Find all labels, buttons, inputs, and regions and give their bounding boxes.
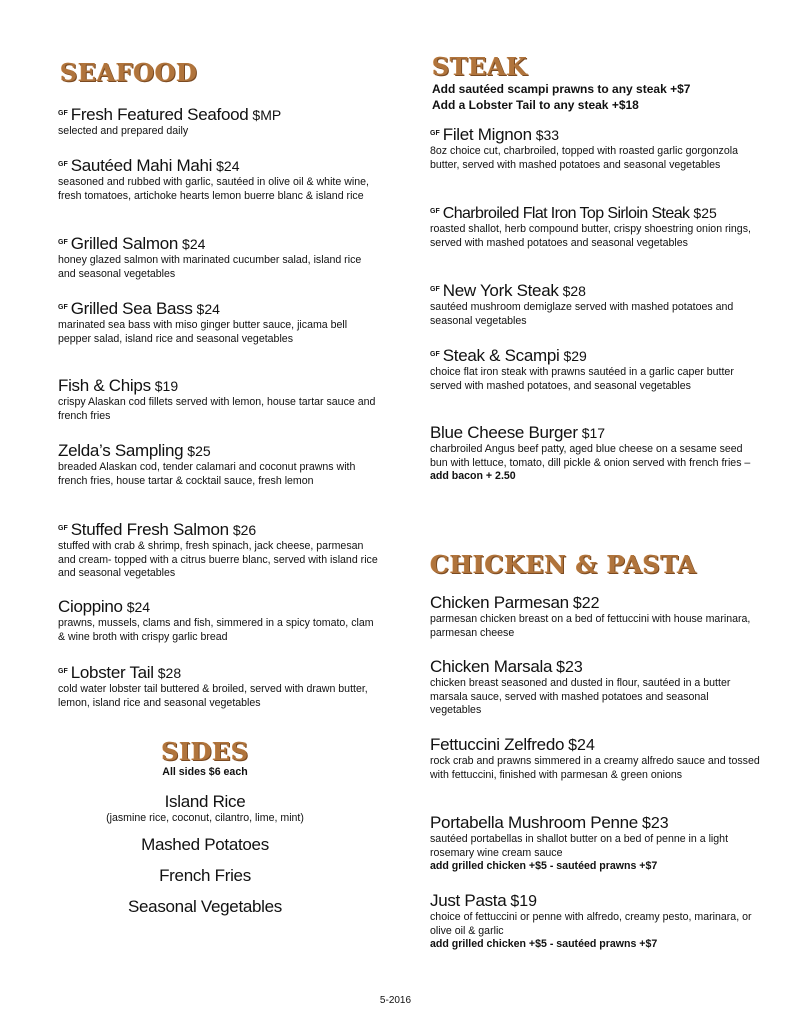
- print-date: 5-2016: [379, 995, 412, 1006]
- menu-item: [58, 104, 378, 139]
- gluten-free-mark: GF: [58, 525, 68, 532]
- seafood-heading: SEAFOOD: [60, 58, 198, 87]
- item-price: $24: [182, 236, 206, 252]
- item-description: stuffed with crab & shrimp, fresh spinach, jack cheese, parmesan and cream- topped with a citrus buerre blanc, served with island rice and seasonal vegetables: [58, 540, 378, 579]
- sides-note: All sides $6 each: [162, 766, 248, 778]
- menu-item: [430, 280, 760, 328]
- item-price: $MP: [252, 107, 282, 123]
- menu-item: [430, 813, 760, 874]
- item-name: Lobster Tail: [70, 663, 154, 682]
- item-addon: add grilled chicken +$5 - sautéed prawns +$7: [430, 860, 658, 872]
- gluten-free-mark: GF: [430, 286, 440, 293]
- steak-promo: Add a Lobster Tail to any steak +$18: [432, 98, 639, 112]
- item-name: Cioppino: [58, 597, 123, 616]
- menu-item: [430, 657, 760, 718]
- item-price: $17: [581, 425, 606, 441]
- side-item: Seasonal Vegetables: [127, 897, 283, 916]
- side-item: French Fries: [159, 866, 251, 885]
- menu-item: [58, 597, 378, 644]
- menu-item: [58, 298, 378, 346]
- item-description: roasted shallot, herb compound butter, crispy shoestring onion rings, served with mashed potatoes and seasonal vegetables: [430, 223, 751, 249]
- item-price: $25: [693, 205, 717, 221]
- item-price: $26: [232, 522, 257, 538]
- item-description: charbroiled Angus beef patty, aged blue cheese on a sesame seed bun with lettuce, tomato, dill pickle & onion served with french fries –: [430, 443, 751, 469]
- item-description: cold water lobster tail buttered & broiled, served with drawn butter, lemon, island rice and seasonal vegetables: [58, 683, 368, 709]
- menu-item: [430, 124, 760, 172]
- gluten-free-mark: GF: [58, 161, 68, 168]
- gluten-free-mark: GF: [58, 110, 68, 117]
- menu-item: [58, 155, 378, 203]
- item-price: $23: [556, 659, 583, 676]
- menu-item: [430, 735, 760, 782]
- item-price: $24: [126, 599, 151, 615]
- item-name: Zelda’s Sampling: [58, 441, 184, 460]
- item-name: Fettuccini Zelfredo: [430, 735, 565, 754]
- item-description: honey glazed salmon with marinated cucumber salad, island rice and seasonal vegetables: [58, 254, 362, 280]
- item-name: Filet Mignon: [442, 125, 532, 144]
- chicken-pasta-heading: CHICKEN & PASTA: [430, 550, 697, 579]
- item-name: Steak & Scampi: [442, 346, 560, 365]
- item-name: Charbroiled Flat Iron Top Sirloin Steak: [442, 205, 690, 222]
- sides-heading: SIDES: [161, 737, 249, 766]
- item-name: Grilled Salmon: [70, 234, 179, 253]
- item-price: $24: [196, 301, 220, 317]
- side-item-detail: (jasmine rice, coconut, cilantro, lime, mint): [106, 812, 304, 824]
- item-name: Just Pasta: [430, 891, 507, 910]
- menu-item: [58, 376, 378, 423]
- item-price: $24: [568, 737, 595, 754]
- item-description: rock crab and prawns simmered in a creamy alfredo sauce and tossed with fettuccini, finished with parmesan & green onions: [430, 755, 760, 781]
- item-price: $33: [535, 127, 560, 143]
- menu-item: [430, 891, 760, 952]
- item-description: chicken breast seasoned and dusted in flour, sautéed in a butter marsala sauce, served with mashed potatoes and seasonal vegetables: [430, 677, 731, 716]
- item-name: Sautéed Mahi Mahi: [70, 156, 213, 175]
- gluten-free-mark: GF: [430, 208, 440, 215]
- item-price: $22: [572, 595, 600, 612]
- menu-item: [58, 441, 378, 488]
- item-addon: add grilled chicken +$5 - sautéed prawns +$7: [430, 938, 658, 950]
- sides-section: [60, 738, 350, 917]
- menu-item: [430, 593, 760, 640]
- item-description: marinated sea bass with miso ginger butter sauce, jicama bell pepper salad, island rice and seasonal vegetables: [58, 319, 348, 345]
- item-price: $28: [562, 283, 586, 299]
- item-name: Fish & Chips: [58, 376, 151, 395]
- item-description: breaded Alaskan cod, tender calamari and coconut prawns with french fries, house tartar & cocktail sauce, fresh lemon: [58, 461, 356, 487]
- item-addon: add bacon + 2.50: [430, 470, 516, 482]
- item-name: New York Steak: [442, 281, 559, 300]
- item-price: $19: [154, 378, 179, 394]
- side-item: Mashed Potatoes: [141, 835, 269, 854]
- steak-promo: Add sautéed scampi prawns to any steak +$7: [432, 82, 691, 96]
- item-description: sautéed mushroom demiglaze served with mashed potatoes and seasonal vegetables: [430, 301, 734, 327]
- item-name: Grilled Sea Bass: [70, 299, 193, 318]
- menu-item: [430, 423, 760, 484]
- item-price: $25: [187, 443, 211, 459]
- item-description: prawns, mussels, clams and fish, simmered in a spicy tomato, clam & wine broth with crispy garlic bread: [58, 617, 374, 643]
- gluten-free-mark: GF: [58, 239, 68, 246]
- item-description: sautéed portabellas in shallot butter on a bed of penne in a light rosemary wine cream sauce: [430, 833, 729, 859]
- menu-item: [430, 202, 760, 250]
- item-price: $29: [563, 348, 587, 364]
- item-description: crispy Alaskan cod fillets served with lemon, house tartar sauce and french fries: [58, 396, 376, 422]
- menu-item: [58, 662, 378, 710]
- item-name: Stuffed Fresh Salmon: [70, 520, 229, 539]
- item-name: Portabella Mushroom Penne: [430, 813, 638, 832]
- item-price: $23: [641, 815, 669, 832]
- gluten-free-mark: GF: [58, 668, 68, 675]
- side-item: Island Rice: [164, 792, 246, 811]
- item-price: $28: [157, 665, 182, 681]
- item-price: $24: [216, 158, 240, 174]
- gluten-free-mark: GF: [58, 304, 68, 311]
- item-description: choice of fettuccini or penne with alfredo, creamy pesto, marinara, or olive oil & garlic: [430, 911, 752, 937]
- item-description: selected and prepared daily: [58, 125, 189, 137]
- menu-item: [58, 519, 378, 581]
- steak-heading: STEAK: [432, 52, 528, 81]
- item-description: parmesan chicken breast on a bed of fettuccini with house marinara, parmesan cheese: [430, 613, 751, 639]
- menu-item: [58, 233, 378, 281]
- gluten-free-mark: GF: [430, 351, 440, 358]
- item-description: seasoned and rubbed with garlic, sautéed in olive oil & white wine, fresh tomatoes, artichoke hearts lemon buerre blanc & island rice: [58, 176, 369, 202]
- item-name: Fresh Featured Seafood: [70, 105, 249, 124]
- menu-item: [430, 345, 760, 393]
- item-name: Chicken Parmesan: [430, 593, 569, 612]
- item-description: 8oz choice cut, charbroiled, topped with roasted garlic gorgonzola butter, served with mashed potatoes and seasonal vegetables: [430, 145, 738, 171]
- item-name: Chicken Marsala: [430, 657, 553, 676]
- gluten-free-mark: GF: [430, 130, 440, 137]
- item-price: $19: [510, 893, 538, 910]
- item-name: Blue Cheese Burger: [430, 423, 578, 442]
- item-description: choice flat iron steak with prawns sautéed in a garlic caper butter served with mashed potatoes, and seasonal vegetables: [430, 366, 734, 392]
